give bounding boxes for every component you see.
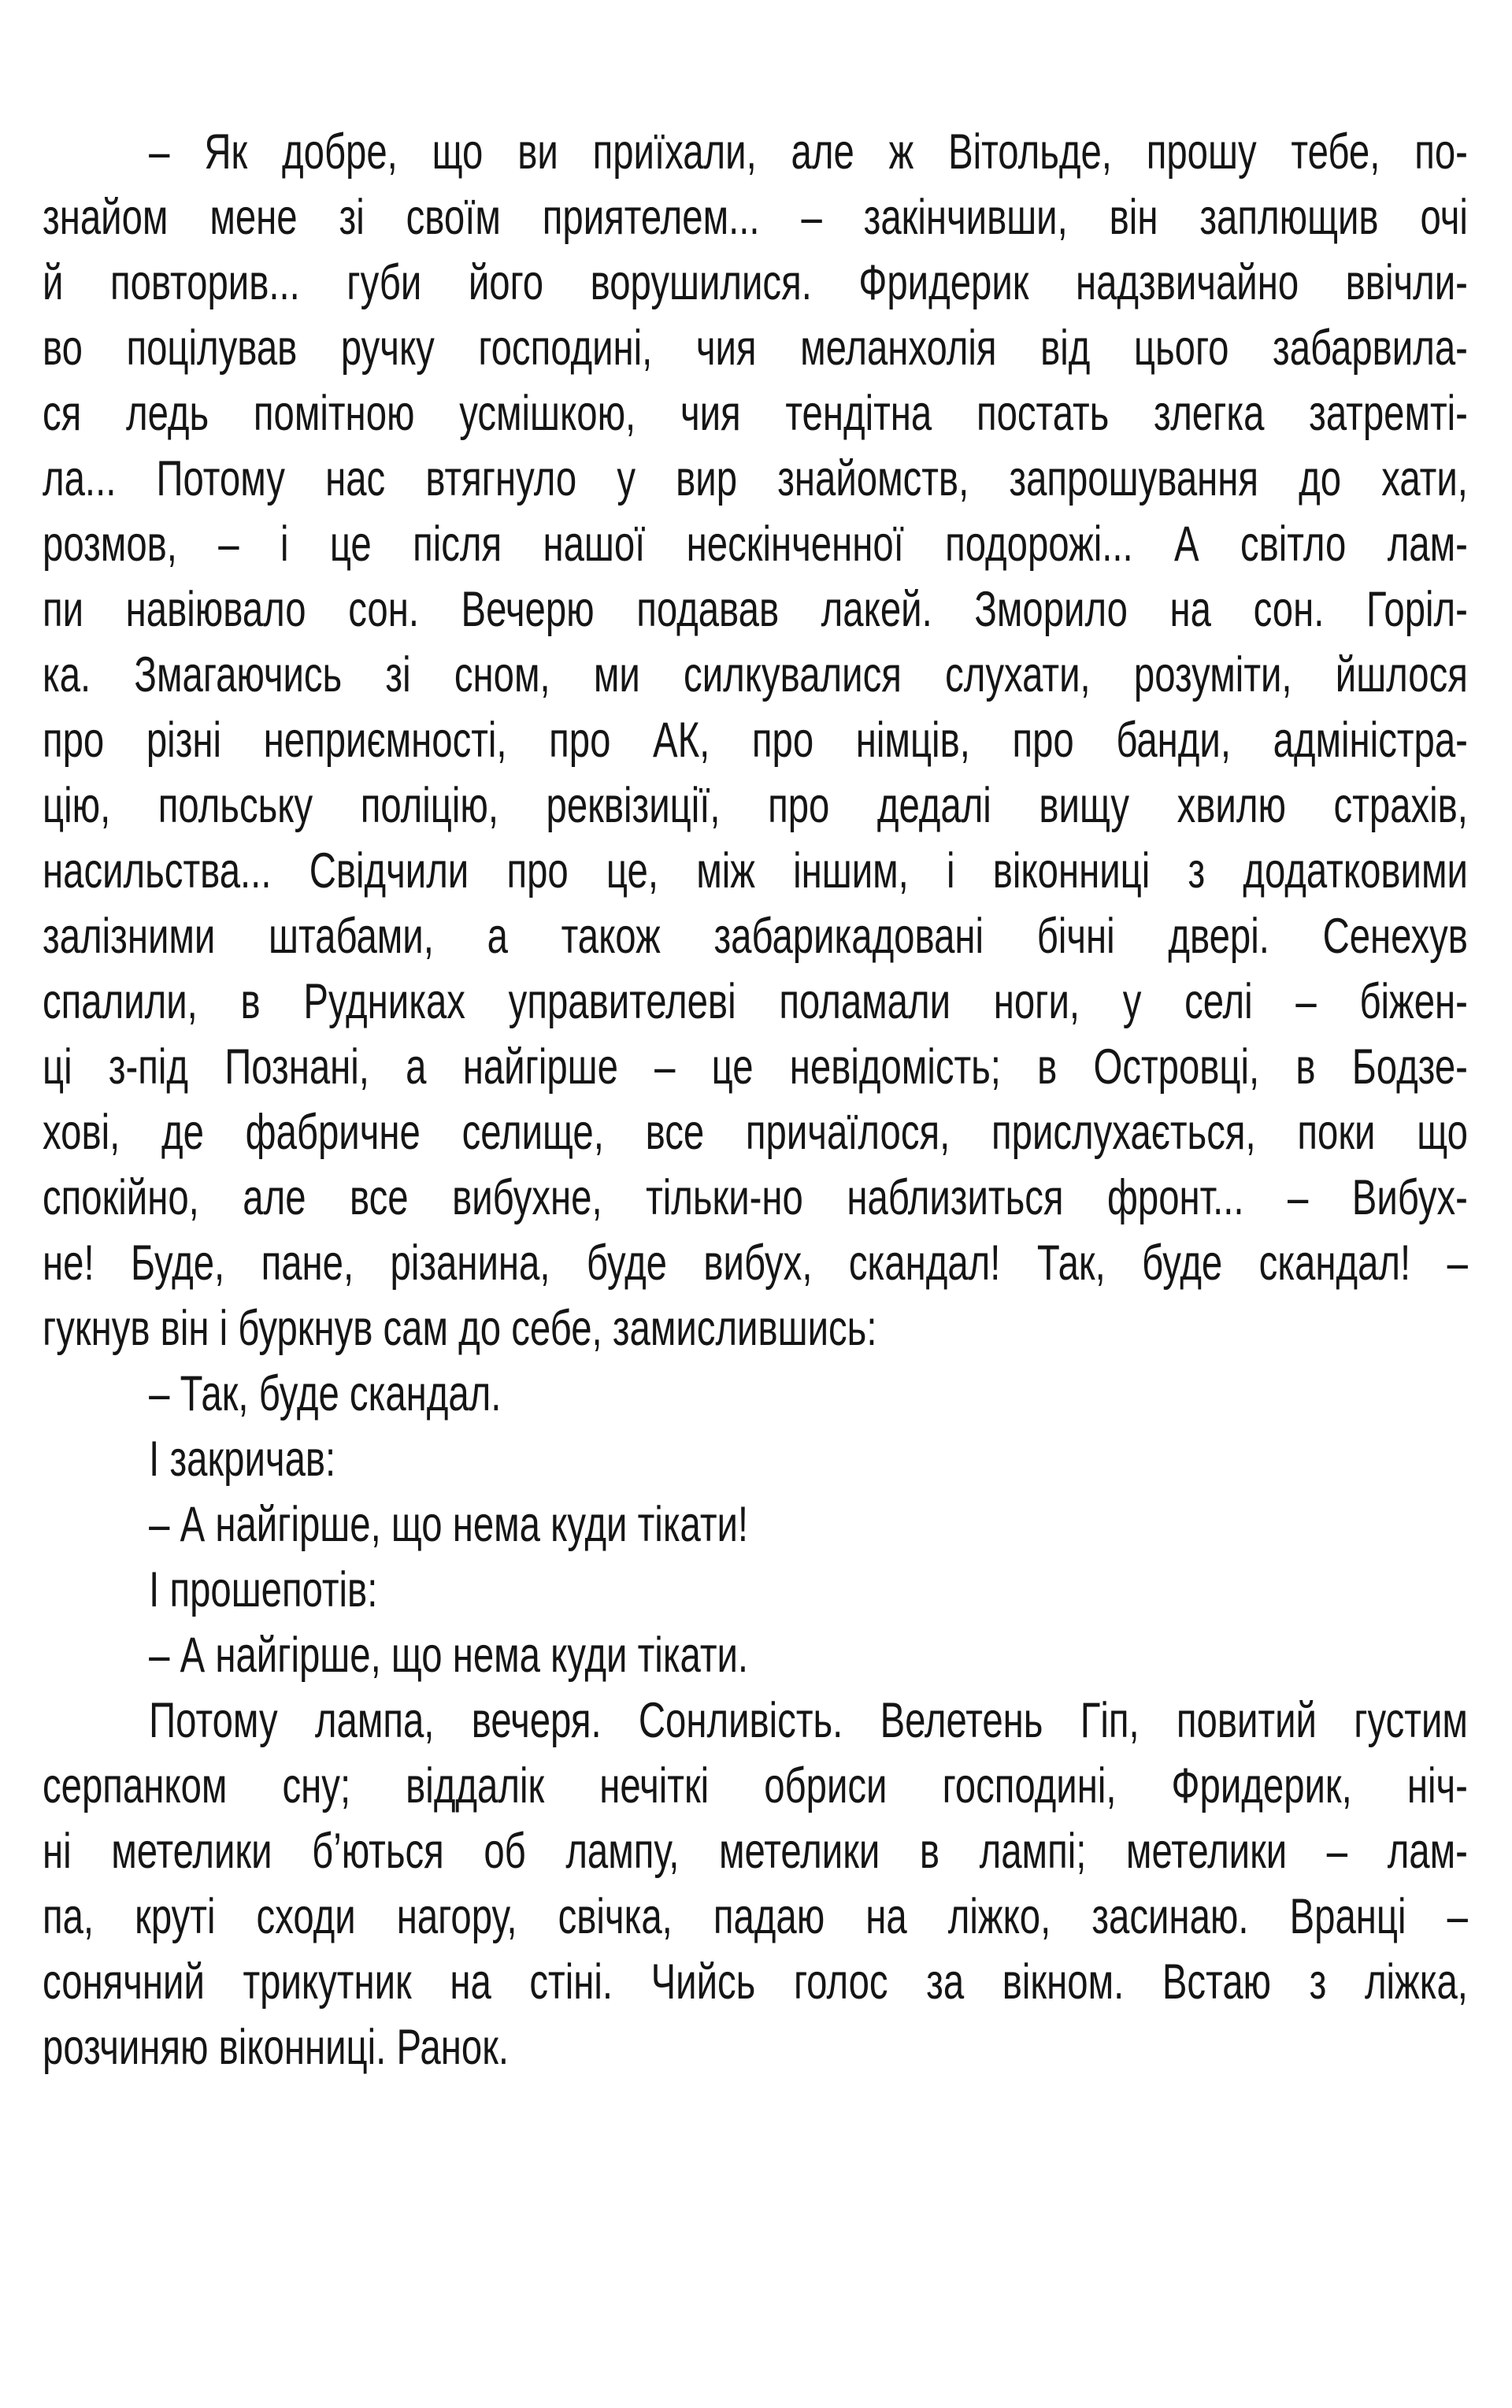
text-line: спокійно, але все вибухне, тільки-но наблизиться фронт... – Вибух- — [43, 1170, 1468, 1225]
text-line: не! Буде, пане, різанина, буде вибух, скандал! Так, буде скандал! – — [43, 1235, 1468, 1291]
text-line: ці з-під Познані, а найгірше – це невідомість; в Островці, в Бодзе- — [43, 1039, 1468, 1095]
text-line: й повторив... губи його ворушилися. Фридерик надзвичайно ввічли- — [43, 255, 1468, 310]
text-line: ся ледь помітною усмішкою, чия тендітна постать злегка затремті- — [43, 386, 1468, 441]
paragraph — [43, 120, 1512, 1361]
text-line: залізними штабами, а також забарикадовані бічні двері. Сенехув — [43, 909, 1468, 964]
text-line: насильства... Свідчили про це, між іншим, і віконниці з додатковими — [43, 843, 1468, 898]
text-line: ла... Потому нас втягнуло у вир знайомств, запрошування до хати, — [43, 451, 1468, 506]
text-line: цію, польську поліцію, реквізиції, про дедалі вищу хвилю страхів, — [43, 778, 1468, 833]
text-line: розмов, – і це після нашої нескінченної подорожі... А світло лам- — [43, 517, 1468, 572]
text-block — [43, 120, 1512, 2080]
paragraph — [43, 1688, 1512, 2080]
text-line: – А найгірше, що нема куди тікати. — [149, 1628, 749, 1683]
text-line: гукнув він і буркнув сам до себе, замислившись: — [43, 1301, 877, 1356]
paragraph — [43, 1361, 1512, 1427]
text-line: – Так, буде скандал. — [149, 1366, 502, 1421]
paragraph — [43, 1427, 1512, 1492]
text-line: про різні неприємності, про АК, про німців, про банди, адміністра- — [43, 713, 1468, 768]
text-line: хові, де фабричне селище, все причаїлося, прислухається, поки що — [43, 1105, 1468, 1160]
paragraph — [43, 1492, 1512, 1558]
text-line: сонячний трикутник на стіні. Чийсь голос за вікном. Встаю з ліжка, — [43, 1954, 1468, 2010]
text-line: па, круті сходи нагору, свічка, падаю на ліжко, засинаю. Вранці – — [43, 1889, 1468, 1944]
paragraph — [43, 1558, 1512, 1623]
text-line: серпанком сну; віддалік нечіткі обриси господині, Фридерик, ніч- — [43, 1758, 1468, 1813]
text-line: І закричав: — [149, 1432, 336, 1487]
text-line: Потому лампа, вечеря. Сонливість. Велетень Гіп, повитий густим — [149, 1693, 1468, 1748]
text-line: спалили, в Рудниках управителеві поламали ноги, у селі – біжен- — [43, 974, 1468, 1029]
text-line: – Як добре, що ви приїхали, але ж Вітольде, прошу тебе, по- — [149, 124, 1468, 180]
paragraph — [43, 1623, 1512, 1688]
text-line: ка. Змагаючись зі сном, ми силкувалися слухати, розуміти, йшлося — [43, 647, 1468, 702]
text-line: розчиняю віконниці. Ранок. — [43, 2020, 510, 2075]
text-line: во поцілував ручку господині, чия меланхолія від цього забарвила- — [43, 320, 1468, 376]
text-line: І прошепотів: — [149, 1562, 378, 1617]
text-line: ні метелики б’ються об лампу, метелики в лампі; метелики – лам- — [43, 1824, 1468, 1879]
text-line: пи навіювало сон. Вечерю подавав лакей. Зморило на сон. Горіл- — [43, 582, 1468, 637]
text-line: знайом мене зі своїм приятелем... – закінчивши, він заплющив очі — [43, 190, 1468, 245]
text-line: – А найгірше, що нема куди тікати! — [149, 1497, 749, 1552]
